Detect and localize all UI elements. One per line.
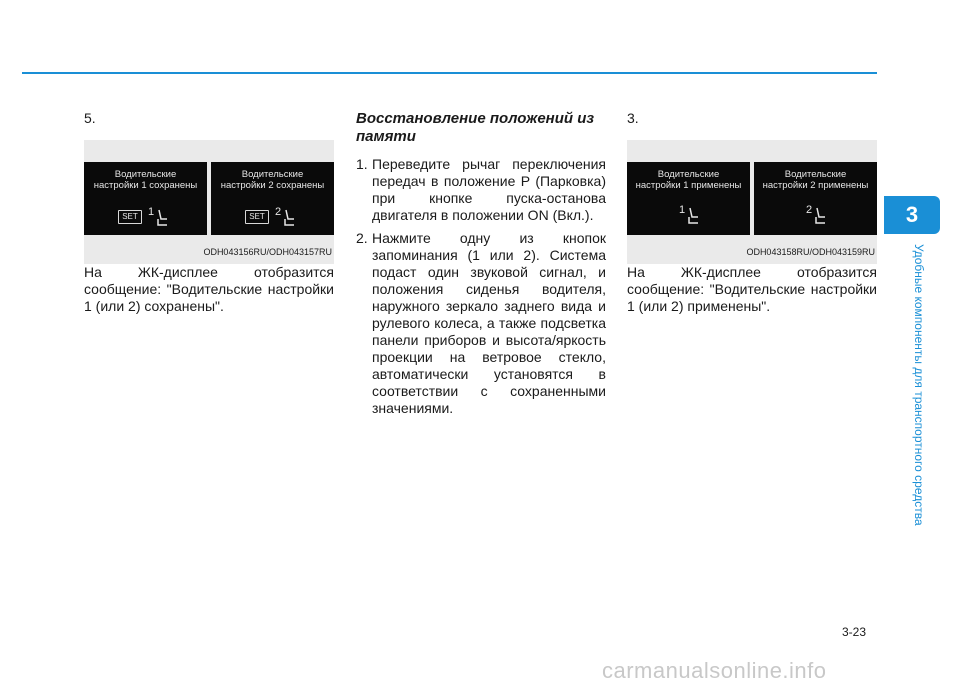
panel-line1: Водительские	[657, 169, 720, 180]
panel-line1: Водительские	[114, 169, 177, 180]
panel-line2: настройки 1 сохранены	[93, 180, 198, 191]
panel-message	[211, 169, 334, 191]
chapter-number: 3	[905, 202, 919, 227]
header-rule	[22, 72, 877, 74]
step-number: 2.	[356, 230, 368, 246]
seat-memory-icon	[146, 204, 168, 228]
display-panel-1	[84, 162, 207, 235]
display-panel-1	[627, 162, 750, 235]
seat-number: 1	[148, 206, 155, 218]
display-panel-2	[211, 162, 334, 235]
step-label: 3.	[627, 110, 639, 126]
seat-number: 2	[275, 206, 282, 218]
set-badge: SET	[245, 210, 269, 224]
paragraph: На ЖК-дисплее отобразится сообщение: "Водительские настройки 1 (или 2) применены".	[627, 264, 877, 314]
column-middle	[356, 110, 606, 423]
display-panel-2	[754, 162, 877, 235]
list-item	[356, 230, 606, 417]
panel-line2: настройки 1 применены	[635, 180, 742, 191]
panel-line1: Водительские	[241, 169, 304, 180]
column-left	[84, 110, 334, 315]
paragraph: На ЖК-дисплее отобразится сообщение: "Водительские настройки 1 (или 2) сохранены".	[84, 264, 334, 314]
seat-memory-icon	[804, 202, 826, 226]
step-text: Переведите рычаг переключения передач в положение P (Парковка) при кнопке пуска-останова двигателя в положении ON (Вкл.).	[372, 156, 606, 223]
chapter-tab	[884, 196, 940, 234]
column-right	[627, 110, 877, 315]
figure-code: ODH043158RU/ODH043159RU	[746, 247, 875, 257]
chapter-title: Удобные компоненты для транспортного средства	[912, 244, 926, 526]
seat-number: 1	[679, 204, 686, 216]
panel-message	[627, 169, 750, 191]
seat-number: 2	[806, 204, 813, 216]
list-item	[356, 156, 606, 224]
panel-line1: Водительские	[784, 169, 847, 180]
step-label: 5.	[84, 110, 96, 126]
step-number: 1.	[356, 156, 368, 172]
steps-list	[356, 156, 606, 417]
panel-line2: настройки 2 применены	[762, 180, 869, 191]
figure-code: ODH043156RU/ODH043157RU	[203, 247, 332, 257]
page-number: 3-23	[842, 625, 867, 639]
section-title: Восстановление положений из памяти	[356, 110, 595, 145]
set-badge: SET	[118, 210, 142, 224]
step-text: Нажмите одну из кнопок запоминания (1 или 2). Система подаст один звуковой сигнал, и положения сиденья водителя, наружного зеркало заднего вида и рулевого колеса, а также подсветка панели приборов и высота/яркость проекции на ветровое стекло, автоматически установятся в соответствии с сохраненными значениями.	[372, 230, 606, 416]
panel-message	[84, 169, 207, 191]
figure-saved	[84, 140, 334, 264]
seat-memory-icon	[273, 204, 295, 228]
watermark: carmanualsonline.info	[602, 658, 827, 683]
seat-memory-icon	[677, 202, 699, 226]
panel-line2: настройки 2 сохранены	[220, 180, 325, 191]
figure-applied	[627, 140, 877, 264]
panel-message	[754, 169, 877, 191]
